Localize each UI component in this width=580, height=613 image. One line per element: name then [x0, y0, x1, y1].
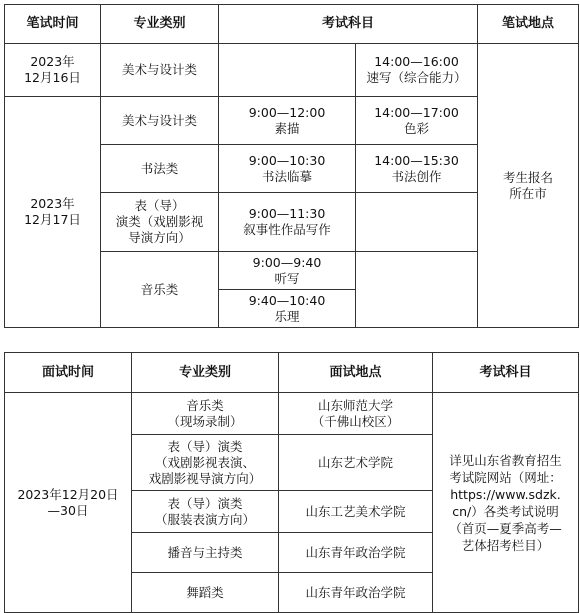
major-art-design: 美术与设计类: [101, 44, 219, 97]
major-music: 音乐类: [101, 252, 219, 328]
interview-subject-note: 详见山东省教育招生 考试院网站（网址： https://www.sdzk. cn/）各类考试说明 （首页—夏季高考— 艺体招考栏目）: [433, 393, 579, 613]
interview-place-sduad: 山东工艺美术学院: [279, 491, 433, 533]
major-art-design-2: 美术与设计类: [101, 97, 219, 145]
header-major-category: 专业类别: [101, 5, 219, 44]
interview-major-acting: 表（导）演类 （戏剧影视表演、 戏剧影视导演方向）: [132, 435, 279, 491]
major-calligraphy: 书法类: [101, 145, 219, 193]
written-location: 考生报名 所在市: [478, 44, 579, 328]
subject-drawing: 9:00—12:00 素描: [219, 97, 356, 145]
header-written-location: 笔试地点: [478, 5, 579, 44]
subject-narrative-writing: 9:00—11:30 叙事性作品写作: [219, 193, 356, 252]
major-directing: 表（导） 演类（戏剧影视 导演方向）: [101, 193, 219, 252]
interview-place-sdyu-2: 山东青年政治学院: [279, 573, 433, 613]
empty-cell: [356, 193, 478, 252]
subject-calligraphy-create: 14:00—15:30 书法创作: [356, 145, 478, 193]
header-major-category: 专业类别: [132, 353, 279, 393]
empty-cell: [356, 252, 478, 328]
written-date-dec17: 2023年 12月17日: [5, 97, 101, 328]
header-interview-location: 面试地点: [279, 353, 433, 393]
subject-sketch: 14:00—16:00 速写（综合能力）: [356, 44, 478, 97]
interview-exam-table: [4, 352, 579, 613]
written-date-dec16: 2023年 12月16日: [5, 44, 101, 97]
header-written-time: 笔试时间: [5, 5, 101, 44]
interview-major-dance: 舞蹈类: [132, 573, 279, 613]
interview-place-sdart: 山东艺术学院: [279, 435, 433, 491]
header-exam-subject: 考试科目: [433, 353, 579, 393]
header-exam-subject: 考试科目: [219, 5, 478, 44]
subject-music-theory: 9:40—10:40 乐理: [219, 290, 356, 328]
subject-dictation: 9:00—9:40 听写: [219, 252, 356, 290]
interview-place-sdyu-1: 山东青年政治学院: [279, 533, 433, 573]
interview-major-music: 音乐类 （现场录制）: [132, 393, 279, 435]
interview-place-sdnu: 山东师范大学 （千佛山校区）: [279, 393, 433, 435]
header-interview-time: 面试时间: [5, 353, 132, 393]
written-exam-table: [4, 4, 579, 328]
subject-color: 14:00—17:00 色彩: [356, 97, 478, 145]
interview-major-broadcasting: 播音与主持类: [132, 533, 279, 573]
interview-major-fashion: 表（导）演类 （服装表演方向）: [132, 491, 279, 533]
subject-calligraphy-copy: 9:00—10:30 书法临摹: [219, 145, 356, 193]
interview-date: 2023年12月20日 —30日: [5, 393, 132, 613]
empty-cell: [219, 44, 356, 97]
